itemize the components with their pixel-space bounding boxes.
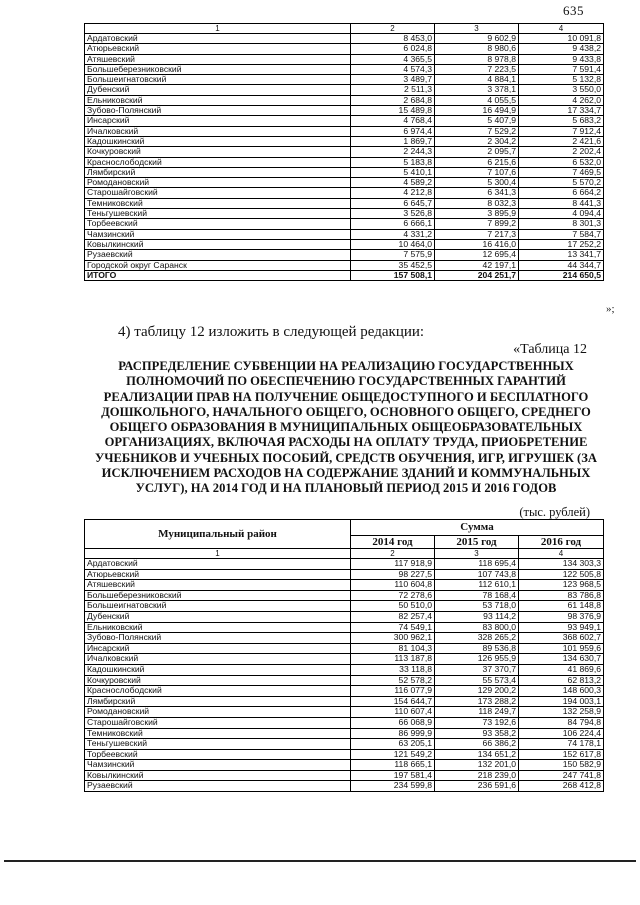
table-row (85, 147, 604, 157)
amount-cell: 173 288,2 (435, 696, 519, 707)
district-name: Дубенский (85, 85, 351, 95)
district-name: Большеигнатовский (85, 75, 351, 85)
table2-header-row (85, 520, 604, 536)
district-name: Старошайговский (85, 717, 351, 728)
amount-cell: 300 962,1 (351, 633, 435, 644)
amount-cell: 10 464,0 (351, 239, 435, 249)
column-number: 1 (85, 549, 351, 559)
district-name: Ельниковский (85, 622, 351, 633)
table-row (85, 707, 604, 718)
amount-cell: 74 178,1 (519, 739, 604, 750)
amount-cell: 9 602,9 (435, 34, 519, 44)
district-name: Инсарский (85, 116, 351, 126)
amount-cell: 83 800,0 (435, 622, 519, 633)
amount-cell: 53 718,0 (435, 601, 519, 612)
table-row (85, 601, 604, 612)
amount-cell: 1 869,7 (351, 136, 435, 146)
district-name: Чамзинский (85, 760, 351, 771)
amount-cell: 61 148,8 (519, 601, 604, 612)
amount-cell: 84 794,8 (519, 717, 604, 728)
table-row (85, 136, 604, 146)
amount-cell: 7 217,3 (435, 229, 519, 239)
table-row (85, 728, 604, 739)
district-name: Рузаевский (85, 781, 351, 792)
amount-cell: 98 227,5 (351, 569, 435, 580)
amount-cell: 4 212,8 (351, 188, 435, 198)
district-name: Краснослободский (85, 686, 351, 697)
year-header: 2015 год (435, 536, 519, 549)
district-name: Зубово-Полянский (85, 106, 351, 116)
amount-cell: 15 489,8 (351, 106, 435, 116)
amount-cell: 73 192,6 (435, 717, 519, 728)
page-number: 635 (563, 3, 584, 18)
amount-cell: 134 303,3 (519, 559, 604, 570)
table-row (85, 633, 604, 644)
table-row (85, 106, 604, 116)
amount-cell: 107 743,8 (435, 569, 519, 580)
amount-cell: 118 249,7 (435, 707, 519, 718)
amount-cell: 5 132,8 (519, 75, 604, 85)
amount-cell: 55 573,4 (435, 675, 519, 686)
amount-cell: 6 974,4 (351, 126, 435, 136)
table-row (85, 157, 604, 167)
amount-cell: 3 378,1 (435, 85, 519, 95)
district-name: Ромодановский (85, 178, 351, 188)
amount-cell: 4 094,4 (519, 209, 604, 219)
amount-cell: 44 344,7 (519, 260, 604, 270)
district-name: Инсарский (85, 643, 351, 654)
district-name: Кочкуровский (85, 675, 351, 686)
district-name: Атяшевский (85, 580, 351, 591)
table-row (85, 178, 604, 188)
amount-cell: 148 600,3 (519, 686, 604, 697)
amount-cell: 6 024,8 (351, 44, 435, 54)
amount-cell: 6 645,7 (351, 198, 435, 208)
table-row (85, 229, 604, 239)
district-name: Атяшевский (85, 54, 351, 64)
column-number: 2 (351, 24, 435, 34)
amount-cell: 150 582,9 (519, 760, 604, 771)
table-reference: «Таблица 12 (513, 342, 587, 357)
amount-cell: 5 410,1 (351, 167, 435, 177)
subvention-table-1 (84, 23, 604, 281)
amount-cell: 110 604,8 (351, 580, 435, 591)
district-name: Большеигнатовский (85, 601, 351, 612)
table-row (85, 770, 604, 781)
amendment-instruction: 4) таблицу 12 изложить в следующей редакции: (118, 324, 425, 340)
table2-body (85, 520, 604, 792)
district-name: Старошайговский (85, 188, 351, 198)
table-row (85, 95, 604, 105)
table-row (85, 739, 604, 750)
district-name: Атюрьевский (85, 44, 351, 54)
table-row (85, 580, 604, 591)
amount-cell: 4 331,2 (351, 229, 435, 239)
table2-column-numbers (85, 549, 604, 559)
total-amount: 214 650,5 (519, 270, 604, 280)
amount-cell: 52 578,2 (351, 675, 435, 686)
amount-cell: 234 599,8 (351, 781, 435, 792)
amount-cell: 236 591,6 (435, 781, 519, 792)
amount-cell: 16 416,0 (435, 239, 519, 249)
amount-cell: 268 412,8 (519, 781, 604, 792)
district-name: Чамзинский (85, 229, 351, 239)
table-row (85, 260, 604, 270)
amount-cell: 328 265,2 (435, 633, 519, 644)
district-name: Теньгушевский (85, 739, 351, 750)
amount-cell: 7 584,7 (519, 229, 604, 239)
table-row (85, 654, 604, 665)
amount-cell: 16 494,9 (435, 106, 519, 116)
amount-cell: 106 224,4 (519, 728, 604, 739)
amount-cell: 118 695,4 (435, 559, 519, 570)
amount-cell: 118 665,1 (351, 760, 435, 771)
amount-cell: 98 376,9 (519, 611, 604, 622)
amount-cell: 6 666,1 (351, 219, 435, 229)
amount-cell: 63 205,1 (351, 739, 435, 750)
amount-cell: 17 334,7 (519, 106, 604, 116)
amount-cell: 129 200,2 (435, 686, 519, 697)
table-row (85, 590, 604, 601)
table-row (85, 717, 604, 728)
district-name: Большеберезниковский (85, 590, 351, 601)
table-row (85, 209, 604, 219)
amount-cell: 4 055,5 (435, 95, 519, 105)
amount-cell: 2 244,3 (351, 147, 435, 157)
year-header: 2014 год (351, 536, 435, 549)
amount-cell: 152 617,8 (519, 749, 604, 760)
table-row (85, 611, 604, 622)
district-name: Лямбирский (85, 167, 351, 177)
table-row (85, 664, 604, 675)
table-row (85, 569, 604, 580)
amount-cell: 247 741,8 (519, 770, 604, 781)
amount-cell: 5 300,4 (435, 178, 519, 188)
amount-cell: 78 168,4 (435, 590, 519, 601)
amount-cell: 35 452,5 (351, 260, 435, 270)
table-row (85, 44, 604, 54)
amount-cell: 2 202,4 (519, 147, 604, 157)
table-row (85, 559, 604, 570)
amount-cell: 194 003,1 (519, 696, 604, 707)
table-row (85, 85, 604, 95)
amount-cell: 41 869,6 (519, 664, 604, 675)
table-row (85, 686, 604, 697)
amount-cell: 17 252,2 (519, 239, 604, 249)
amount-cell: 93 114,2 (435, 611, 519, 622)
amount-cell: 7 469,5 (519, 167, 604, 177)
table-row (85, 54, 604, 64)
table-row (85, 643, 604, 654)
district-column-header: Муниципальный район (85, 520, 351, 549)
amount-cell: 112 610,1 (435, 580, 519, 591)
amount-cell: 7 899,2 (435, 219, 519, 229)
amount-cell: 6 532,0 (519, 157, 604, 167)
table1-body (85, 24, 604, 281)
amount-cell: 93 949,1 (519, 622, 604, 633)
table1-column-numbers (85, 24, 604, 34)
table-row (85, 126, 604, 136)
amount-cell: 122 505,8 (519, 569, 604, 580)
amount-cell: 110 607,4 (351, 707, 435, 718)
amount-cell: 8 978,8 (435, 54, 519, 64)
amount-cell: 5 683,2 (519, 116, 604, 126)
amount-cell: 74 549,1 (351, 622, 435, 633)
amount-cell: 50 510,0 (351, 601, 435, 612)
amount-cell: 132 258,9 (519, 707, 604, 718)
district-name: Кочкуровский (85, 147, 351, 157)
district-name: Дубенский (85, 611, 351, 622)
table-row (85, 760, 604, 771)
amount-cell: 101 959,6 (519, 643, 604, 654)
district-name: Ковылкинский (85, 770, 351, 781)
table-row (85, 64, 604, 74)
amount-cell: 42 197,1 (435, 260, 519, 270)
table-row (85, 696, 604, 707)
amount-cell: 121 549,2 (351, 749, 435, 760)
amount-cell: 5 570,2 (519, 178, 604, 188)
amount-cell: 9 438,2 (519, 44, 604, 54)
total-amount: 204 251,7 (435, 270, 519, 280)
table-row (85, 188, 604, 198)
amount-cell: 4 365,5 (351, 54, 435, 64)
table-heading: РАСПРЕДЕЛЕНИЕ СУБВЕНЦИИ НА РЕАЛИЗАЦИЮ ГОСУДАРСТВЕННЫХ ПОЛНОМОЧИЙ ПО ОБЕСПЕЧЕНИЮ ГОСУДАРСТВЕННЫХ ГАРАНТИЙ РЕАЛИЗАЦИИ ПРАВ НА ПОЛУЧЕНИЕ ОБЩЕДОСТУПНОГО И БЕСПЛАТНОГО ДОШКОЛЬНОГО, НАЧАЛЬНОГО ОБЩЕГО, ОСНОВНОГО ОБЩЕГО, СРЕДНЕГО ОБЩЕГО ОБРАЗОВАНИЯ В МУНИЦИПАЛЬНЫХ ОБЩЕОБРАЗОВАТЕЛЬНЫХ ОРГАНИЗАЦИЯХ, ВКЛЮЧАЯ РАСХОДЫ НА ОПЛАТУ ТРУДА, ПРИОБРЕТЕНИЕ УЧЕБНИКОВ И УЧЕБНЫХ ПОСОБИЙ, СРЕДСТВ ОБУЧЕНИЯ, ИГР, ИГРУШЕК (ЗА ИСКЛЮЧЕНИЕМ РАСХОДОВ НА СОДЕРЖАНИЕ ЗДАНИЙ И КОММУНАЛЬНЫХ УСЛУГ), НА 2014 ГОД И НА ПЛАНОВЫЙ ПЕРИОД 2015 И 2016 ГОДОВ (95, 359, 597, 496)
table-row (85, 167, 604, 177)
column-number: 2 (351, 549, 435, 559)
table-row (85, 250, 604, 260)
district-name: Ичалковский (85, 654, 351, 665)
total-row (85, 270, 604, 280)
table-row (85, 75, 604, 85)
district-name: Зубово-Полянский (85, 633, 351, 644)
amount-cell: 37 370,7 (435, 664, 519, 675)
amount-cell: 218 239,0 (435, 770, 519, 781)
district-name: Темниковский (85, 728, 351, 739)
amount-cell: 134 630,7 (519, 654, 604, 665)
amount-cell: 4 768,4 (351, 116, 435, 126)
amount-cell: 62 813,2 (519, 675, 604, 686)
district-name: Большеберезниковский (85, 64, 351, 74)
district-name: Краснослободский (85, 157, 351, 167)
amount-cell: 8 980,6 (435, 44, 519, 54)
amount-cell: 116 077,9 (351, 686, 435, 697)
amount-cell: 10 091,8 (519, 34, 604, 44)
amount-cell: 33 118,8 (351, 664, 435, 675)
column-number: 4 (519, 24, 604, 34)
district-name: Теньгушевский (85, 209, 351, 219)
table-row (85, 34, 604, 44)
amount-cell: 86 999,9 (351, 728, 435, 739)
amount-cell: 7 575,9 (351, 250, 435, 260)
sum-column-header: Сумма (351, 520, 604, 536)
amount-cell: 9 433,8 (519, 54, 604, 64)
amount-cell: 134 651,2 (435, 749, 519, 760)
amount-cell: 5 407,9 (435, 116, 519, 126)
total-amount: 157 508,1 (351, 270, 435, 280)
amount-cell: 83 786,8 (519, 590, 604, 601)
amount-cell: 66 386,2 (435, 739, 519, 750)
district-name: Атюрьевский (85, 569, 351, 580)
amount-cell: 2 421,6 (519, 136, 604, 146)
district-name: Ардатовский (85, 34, 351, 44)
column-number: 4 (519, 549, 604, 559)
amount-cell: 12 695,4 (435, 250, 519, 260)
amount-cell: 123 968,5 (519, 580, 604, 591)
amount-cell: 2 511,3 (351, 85, 435, 95)
district-name: Торбеевский (85, 219, 351, 229)
amount-cell: 6 341,3 (435, 188, 519, 198)
amount-cell: 7 223,5 (435, 64, 519, 74)
amount-cell: 3 526,8 (351, 209, 435, 219)
amount-cell: 5 183,8 (351, 157, 435, 167)
amount-cell: 154 644,7 (351, 696, 435, 707)
district-name: Ичалковский (85, 126, 351, 136)
year-header: 2016 год (519, 536, 604, 549)
amount-cell: 368 602,7 (519, 633, 604, 644)
table-row (85, 239, 604, 249)
amount-cell: 81 104,3 (351, 643, 435, 654)
table-row (85, 116, 604, 126)
amount-cell: 3 550,0 (519, 85, 604, 95)
district-name: Ромодановский (85, 707, 351, 718)
amount-cell: 7 529,2 (435, 126, 519, 136)
table-row (85, 622, 604, 633)
amount-cell: 8 441,3 (519, 198, 604, 208)
district-name: Ковылкинский (85, 239, 351, 249)
amount-cell: 7 107,6 (435, 167, 519, 177)
amount-cell: 8 301,3 (519, 219, 604, 229)
amount-cell: 3 895,9 (435, 209, 519, 219)
amount-cell: 82 257,4 (351, 611, 435, 622)
district-name: Кадошкинский (85, 136, 351, 146)
amount-cell: 72 278,6 (351, 590, 435, 601)
district-name: Лямбирский (85, 696, 351, 707)
amount-cell: 89 536,8 (435, 643, 519, 654)
amount-cell: 7 591,4 (519, 64, 604, 74)
unit-label: (тыс. рублей) (519, 505, 590, 519)
amount-cell: 8 032,3 (435, 198, 519, 208)
district-name: Кадошкинский (85, 664, 351, 675)
footer-rule (4, 860, 636, 862)
amount-cell: 13 341,7 (519, 250, 604, 260)
amount-cell: 6 215,6 (435, 157, 519, 167)
amount-cell: 66 068,9 (351, 717, 435, 728)
amount-cell: 117 918,9 (351, 559, 435, 570)
district-name: Рузаевский (85, 250, 351, 260)
amount-cell: 4 574,3 (351, 64, 435, 74)
column-number: 1 (85, 24, 351, 34)
district-name: Ельниковский (85, 95, 351, 105)
column-number: 3 (435, 24, 519, 34)
table-row (85, 219, 604, 229)
amount-cell: 4 589,2 (351, 178, 435, 188)
district-name: Торбеевский (85, 749, 351, 760)
amount-cell: 113 187,8 (351, 654, 435, 665)
amount-cell: 93 358,2 (435, 728, 519, 739)
subvention-table-12 (84, 519, 604, 792)
district-name: Городской округ Саранск (85, 260, 351, 270)
amount-cell: 8 453,0 (351, 34, 435, 44)
closing-mark: »; (606, 303, 615, 315)
amount-cell: 4 262,0 (519, 95, 604, 105)
district-name: Темниковский (85, 198, 351, 208)
amount-cell: 4 884,1 (435, 75, 519, 85)
table-row (85, 749, 604, 760)
amount-cell: 126 955,9 (435, 654, 519, 665)
table-row (85, 675, 604, 686)
district-name: Ардатовский (85, 559, 351, 570)
amount-cell: 7 912,4 (519, 126, 604, 136)
amount-cell: 2 304,2 (435, 136, 519, 146)
amount-cell: 2 095,7 (435, 147, 519, 157)
amount-cell: 197 581,4 (351, 770, 435, 781)
table-row (85, 198, 604, 208)
amount-cell: 2 684,8 (351, 95, 435, 105)
column-number: 3 (435, 549, 519, 559)
table-row (85, 781, 604, 792)
amount-cell: 132 201,0 (435, 760, 519, 771)
amount-cell: 6 664,2 (519, 188, 604, 198)
total-label: ИТОГО (85, 270, 351, 280)
amount-cell: 3 489,7 (351, 75, 435, 85)
